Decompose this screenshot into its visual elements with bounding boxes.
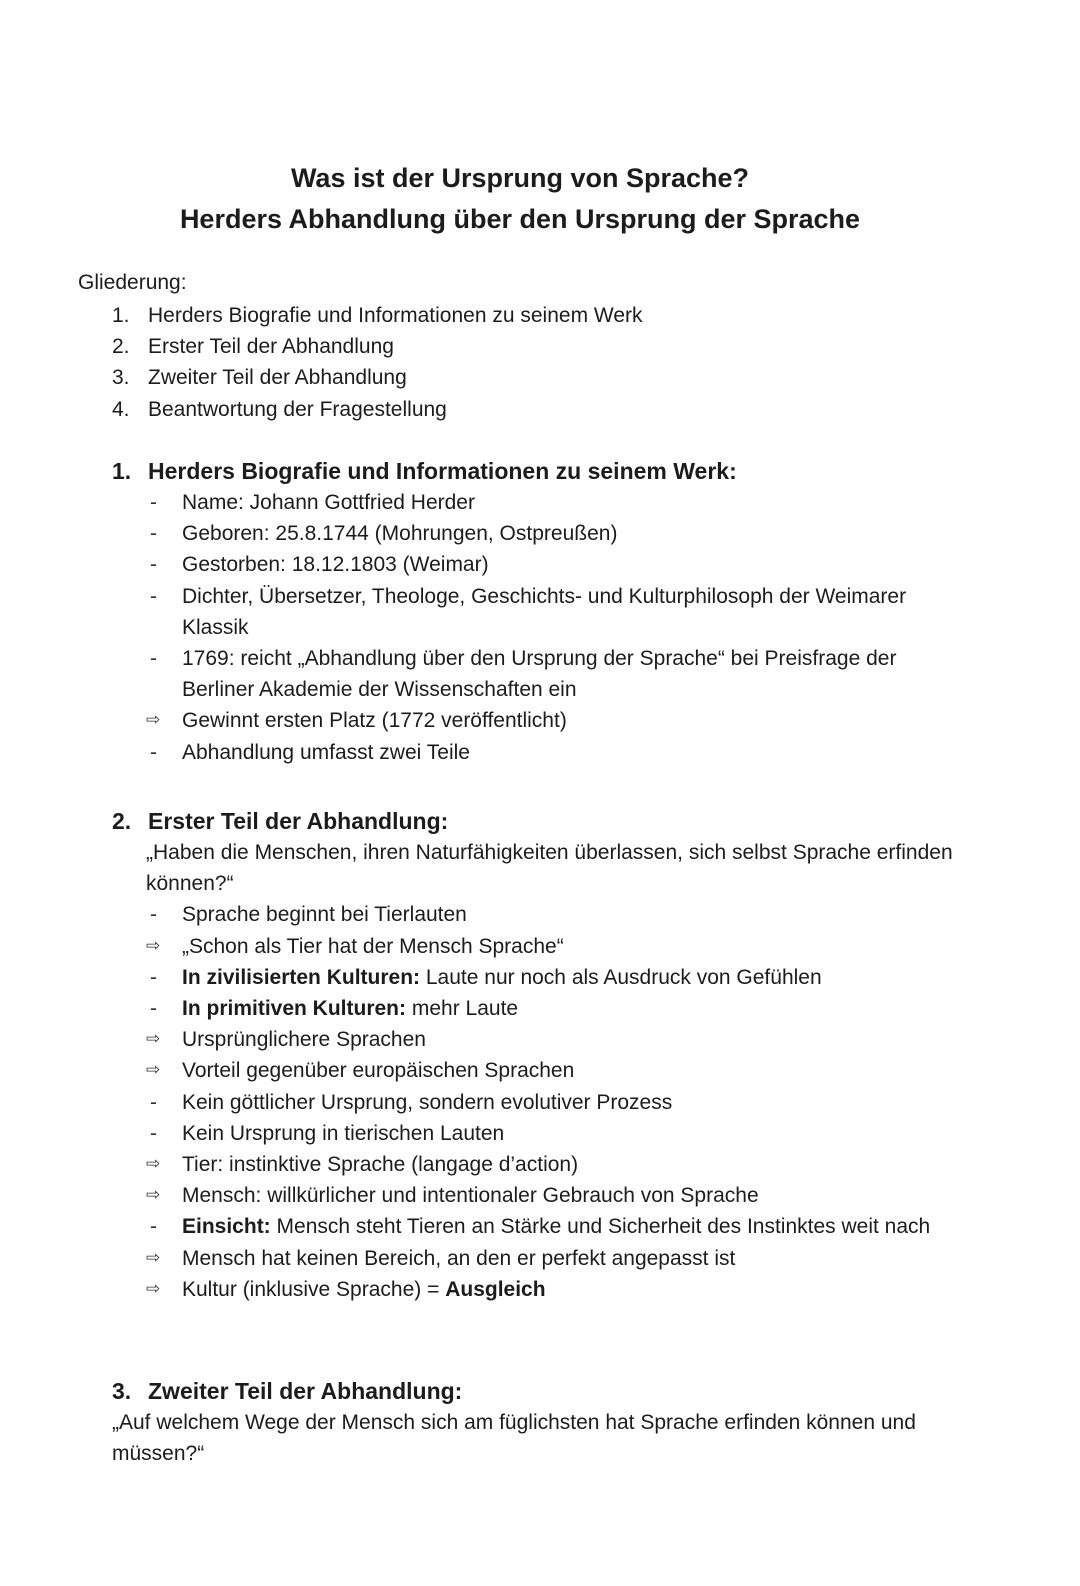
bullet-text — [182, 1211, 972, 1242]
bullet-text — [182, 487, 972, 518]
section-biography — [112, 455, 972, 768]
arrow-right-icon: ⇨ — [146, 710, 161, 731]
outline-item — [112, 362, 912, 393]
bullet-list — [146, 487, 972, 768]
bullet-item — [146, 737, 972, 768]
bullet-item — [146, 1243, 972, 1274]
section-number: 2. — [112, 808, 132, 834]
document-subtitle: Herders Abhandlung über den Ursprung der Sprache — [179, 204, 861, 234]
bullet-item — [146, 931, 972, 962]
section-first-part — [112, 805, 972, 1305]
bullet-text — [182, 899, 972, 930]
bullet-item — [146, 643, 972, 705]
bullet-body: Gewinnt ersten Platz (1772 veröffentlicht) — [182, 709, 567, 733]
outline-item-text: Zweiter Teil der Abhandlung — [148, 366, 407, 390]
bullet-text — [182, 643, 972, 705]
bullet-body: Ursprünglichere Sprachen — [182, 1028, 426, 1052]
outline-list — [112, 300, 912, 425]
bullet-text — [182, 1024, 972, 1055]
bullet-body: Geboren: 25.8.1744 (Mohrungen, Ostpreußen) — [182, 522, 618, 546]
bullet-body: „Schon als Tier hat der Mensch Sprache“ — [182, 934, 564, 958]
arrow-right-icon: ⇨ — [146, 935, 161, 956]
dash-bullet-icon: - — [150, 491, 157, 514]
arrow-right-icon: ⇨ — [146, 1029, 161, 1050]
outline-item-number: 1. — [112, 304, 130, 327]
bullet-body: Tier: instinktive Sprache (langage d’action) — [182, 1153, 579, 1177]
bullet-text — [182, 931, 972, 962]
bullet-item — [146, 581, 972, 643]
section-number: 3. — [112, 1378, 132, 1404]
bullet-body: Gestorben: 18.12.1803 (Weimar) — [182, 553, 489, 577]
bullet-body: Kultur (inklusive Sprache) = — [182, 1277, 446, 1301]
dash-bullet-icon: - — [150, 584, 157, 608]
section-heading — [112, 1375, 972, 1407]
outline-item — [112, 300, 912, 331]
bullet-text — [182, 1149, 972, 1180]
bullet-item — [146, 1055, 972, 1086]
dash-bullet-icon: - — [150, 740, 157, 764]
bullet-list — [146, 899, 972, 1305]
dash-bullet-icon: - — [150, 553, 157, 577]
bullet-item — [146, 549, 972, 580]
bullet-emphasis: In zivilisierten Kulturen: — [182, 965, 421, 989]
arrow-right-icon: ⇨ — [146, 1185, 161, 1206]
arrow-right-icon: ⇨ — [146, 1154, 161, 1175]
bullet-item — [146, 1024, 972, 1055]
bullet-body: Kein göttlicher Ursprung, sondern evolutiver Prozess — [182, 1090, 673, 1114]
bullet-item — [146, 518, 972, 549]
outline-item-number: 4. — [112, 397, 130, 421]
bullet-item — [146, 1180, 972, 1211]
outline-item-text: Erster Teil der Abhandlung — [148, 335, 394, 359]
outline-item-text: Beantwortung der Fragestellung — [148, 397, 447, 421]
section-quote: „Auf welchem Wege der Mensch sich am füglichsten hat Sprache erfinden können und müssen?“ — [112, 1411, 916, 1466]
dash-bullet-icon: - — [150, 647, 157, 671]
bullet-body: Dichter, Übersetzer, Theologe, Geschichts- und Kulturphilosoph der Weimarer Klassik — [182, 584, 907, 639]
outline-label: Gliederung: — [78, 271, 187, 294]
outline-item — [112, 394, 912, 425]
bullet-item — [146, 1149, 972, 1180]
bullet-text — [182, 1087, 972, 1118]
dash-bullet-icon: - — [150, 1121, 157, 1145]
bullet-emphasis: In primitiven Kulturen: — [182, 997, 407, 1021]
bullet-body: Kein Ursprung in tierischen Lauten — [182, 1121, 505, 1145]
section-number: 1. — [112, 458, 132, 484]
bullet-text — [182, 1118, 972, 1149]
outline-item-number: 2. — [112, 335, 130, 359]
bullet-body: Sprache beginnt bei Tierlauten — [182, 903, 467, 927]
bullet-text — [182, 1055, 972, 1086]
arrow-right-icon: ⇨ — [146, 1247, 161, 1268]
bullet-body: mehr Laute — [406, 997, 519, 1021]
bullet-text — [182, 993, 972, 1024]
arrow-right-icon: ⇨ — [146, 1278, 161, 1299]
bullet-body: Vorteil gegenüber europäischen Sprachen — [182, 1059, 575, 1083]
bullet-emphasis: Ausgleich — [445, 1277, 546, 1301]
dash-bullet-icon: - — [150, 1215, 157, 1239]
section-heading-text: Herders Biografie und Informationen zu seinem Werk: — [148, 458, 737, 484]
bullet-body: Mensch steht Tieren an Stärke und Sicherheit des Instinktes weit nach — [270, 1215, 931, 1239]
dash-bullet-icon: - — [150, 1090, 157, 1114]
bullet-item — [146, 1118, 972, 1149]
dash-bullet-icon: - — [150, 965, 157, 989]
outline-item-text: Herders Biografie und Informationen zu seinem Werk — [148, 304, 643, 327]
bullet-text — [182, 737, 972, 768]
bullet-text — [182, 1243, 972, 1274]
bullet-item — [146, 993, 972, 1024]
bullet-body: Laute nur noch als Ausdruck von Gefühlen — [420, 965, 822, 989]
bullet-text — [182, 962, 972, 993]
bullet-body: 1769: reicht „Abhandlung über den Ursprung der Sprache“ bei Preisfrage der Berliner Akademie der Wissenschaften ein — [182, 647, 897, 702]
bullet-text — [182, 1274, 972, 1305]
bullet-item — [146, 705, 972, 736]
section-second-part — [112, 1375, 972, 1469]
bullet-body: Name: Johann Gottfried Herder — [182, 491, 475, 514]
bullet-body: Mensch hat keinen Bereich, an den er perfekt angepasst ist — [182, 1246, 736, 1270]
section-heading — [112, 455, 972, 487]
bullet-text — [182, 705, 972, 736]
dash-bullet-icon: - — [150, 997, 157, 1021]
bullet-item — [146, 1211, 972, 1242]
bullet-text — [182, 549, 972, 580]
bullet-text — [182, 1180, 972, 1211]
bullet-item — [146, 962, 972, 993]
bullet-body: Mensch: willkürlicher und intentionaler Gebrauch von Sprache — [182, 1184, 759, 1208]
bullet-item — [146, 1274, 972, 1305]
bullet-item — [146, 1087, 972, 1118]
bullet-item — [146, 487, 972, 518]
section-heading — [112, 805, 972, 837]
section-heading-text: Zweiter Teil der Abhandlung: — [148, 1378, 463, 1404]
dash-bullet-icon: - — [150, 903, 157, 927]
bullet-text — [182, 518, 972, 549]
outline-item-number: 3. — [112, 366, 130, 390]
dash-bullet-icon: - — [150, 522, 157, 546]
section-quote: „Haben die Menschen, ihren Naturfähigkeiten überlassen, sich selbst Sprache erfinden können?“ — [146, 841, 953, 896]
bullet-text — [182, 581, 972, 643]
document-title: Was ist der Ursprung von Sprache? — [290, 163, 750, 193]
bullet-emphasis: Einsicht: — [182, 1215, 271, 1239]
outline-item — [112, 331, 912, 362]
bullet-item — [146, 899, 972, 930]
bullet-body: Abhandlung umfasst zwei Teile — [182, 740, 470, 764]
arrow-right-icon: ⇨ — [146, 1060, 161, 1081]
section-heading-text: Erster Teil der Abhandlung: — [148, 808, 449, 834]
